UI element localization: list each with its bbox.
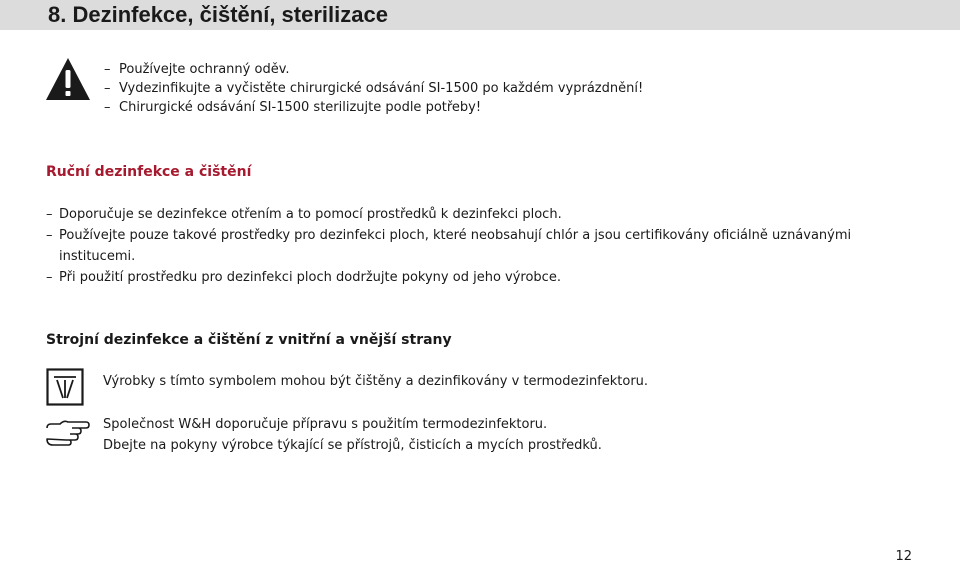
manual-item: – Při použití prostředku pro dezinfekci ploch dodržujte pokyny od jeho výrobce. bbox=[46, 267, 926, 288]
page-title: 8. Dezinfekce, čištění, sterilizace bbox=[48, 2, 388, 27]
manual-item: – Používejte pouze takové prostředky pro dezinfekci ploch, které neobsahují chlór a jsou certifikovány oficiálně uznávanými institucemi. bbox=[46, 225, 926, 267]
warning-item: – Vydezinfikujte a vyčistěte chirurgické odsávání SI-1500 po každém vyprázdnění! bbox=[104, 79, 643, 98]
manual-cleaning-list bbox=[46, 204, 926, 288]
machine-cleaning-heading: Strojní dezinfekce a čištění z vnitřní a vnější strany bbox=[46, 332, 452, 348]
recommendation-line: Dbejte na pokyny výrobce týkající se přístrojů, čisticích a mycích prostředků. bbox=[103, 438, 602, 453]
manual-item: – Doporučuje se dezinfekce otřením a to pomocí prostředků k dezinfekci ploch. bbox=[46, 204, 926, 225]
warning-triangle-icon bbox=[44, 56, 92, 102]
warning-item: – Chirurgické odsávání SI-1500 sterilizujte podle potřeby! bbox=[104, 98, 643, 117]
warning-list bbox=[104, 60, 643, 117]
recommendation-line: Společnost W&H doporučuje přípravu s použitím termodezinfektoru. bbox=[103, 417, 548, 432]
pointing-hand-icon bbox=[44, 418, 90, 446]
symbol-description: Výrobky s tímto symbolem mohou být čištěny a dezinfikovány v termodezinfektoru. bbox=[103, 374, 649, 389]
page-number: 12 bbox=[895, 549, 912, 564]
warning-item: – Používejte ochranný oděv. bbox=[104, 60, 643, 79]
manual-cleaning-heading: Ruční dezinfekce a čištění bbox=[46, 164, 252, 180]
thermodisinfector-symbol-icon bbox=[46, 368, 84, 406]
